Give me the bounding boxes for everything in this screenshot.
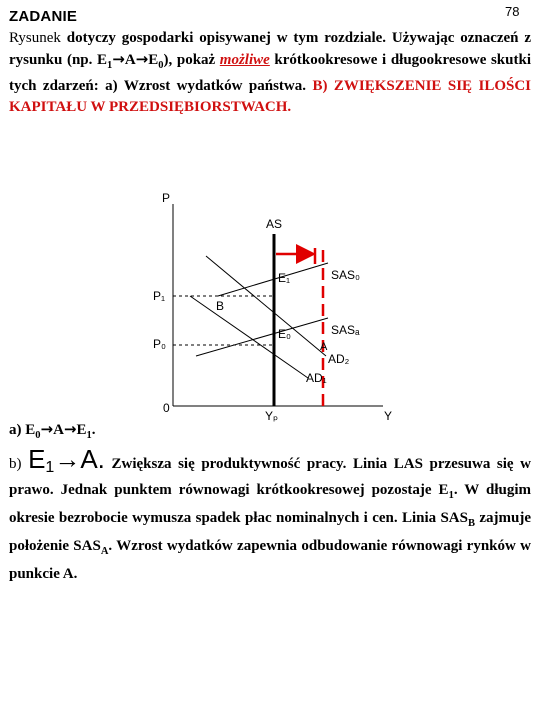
label-p0: P₀ xyxy=(153,337,166,351)
answer-b: b) $E_1\to A$. Zwiększa się produktywność pracy. Linia LAS przesuwa się w prawo. Jednak punktem równowagi krótkookresowej pozostaje $E_1$. W długim okresie bezrobocie wymusza spadek płac nominalnych i cen. Linia $SAS_B$ zajmuje położenie $SAS_A$. Wzrost wydatków zapewnia odbudowanie równowagi rynków w punkcie A. xyxy=(9,444,531,582)
label-origin: 0 xyxy=(163,401,170,415)
label-ad1: AD₁ xyxy=(306,371,327,385)
label-p1: P₁ xyxy=(153,289,166,303)
sasa-line xyxy=(196,318,328,356)
page-number: 78 xyxy=(505,4,520,19)
label-ad2: AD₂ xyxy=(328,352,350,366)
task-intro: Rysunek dotyczy gospodarki opisywanej w tym rozdziale. Używając oznaczeń z rysunku (np. $E_1\to A\to E_0$), pokaż możliwe krótkookresowe i długookresowe skutki tych zdarzeń: a) Wzrost wydatków państwa. B) ZWIĘKSZENIE SIĘ ILOŚCI KAPITAŁU W PRZEDSIĘBIORSTWACH. xyxy=(9,30,531,115)
label-y: Y xyxy=(384,409,393,423)
economic-diagram xyxy=(148,186,408,426)
task-heading: ZADANIE xyxy=(9,8,78,25)
label-a: A xyxy=(320,341,328,353)
label-as: AS xyxy=(266,217,283,231)
label-yp: Yₚ xyxy=(265,409,279,423)
label-e1: E₁ xyxy=(278,271,291,285)
label-e0: E₀ xyxy=(278,327,291,341)
answer-a: a) $E_0\to A\to E_1$. xyxy=(9,420,96,441)
label-p: P xyxy=(162,191,171,205)
label-sasa: SASₐ xyxy=(331,323,360,337)
label-b: B xyxy=(216,299,225,313)
label-sas0: SAS₀ xyxy=(331,268,360,282)
